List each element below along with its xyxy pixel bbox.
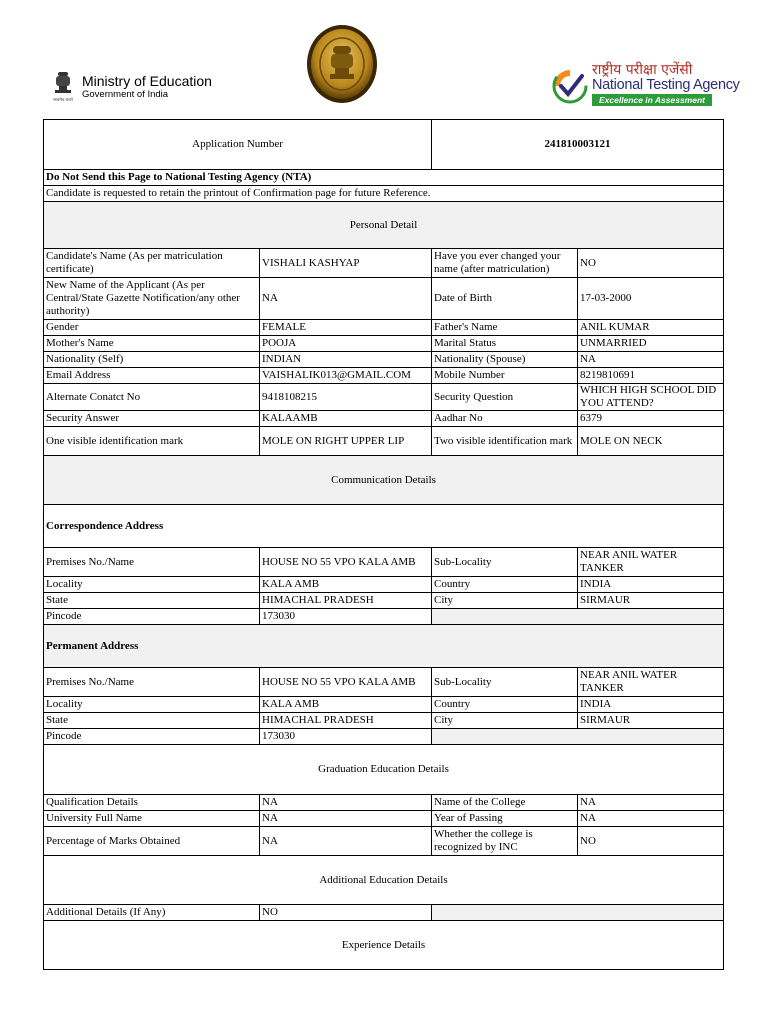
table-row bbox=[44, 411, 724, 427]
field-label: City bbox=[432, 713, 578, 729]
table-row bbox=[44, 593, 724, 609]
field-label: Country bbox=[432, 697, 578, 713]
pincode-value: 173030 bbox=[260, 609, 432, 625]
table-row bbox=[44, 668, 724, 697]
table-row bbox=[44, 811, 724, 827]
table-row bbox=[44, 427, 724, 456]
communication-details-heading: Communication Details bbox=[44, 456, 724, 505]
field-value: NO bbox=[578, 249, 724, 278]
field-label: Locality bbox=[44, 697, 260, 713]
ministry-title: Ministry of Education bbox=[82, 72, 212, 89]
field-label: Two visible identification mark bbox=[432, 427, 578, 456]
field-value: MOLE ON NECK bbox=[578, 427, 724, 456]
additional-education-heading: Additional Education Details bbox=[44, 856, 724, 905]
application-number-label: Application Number bbox=[44, 120, 432, 170]
nta-tagline: Excellence in Assessment bbox=[592, 94, 712, 106]
field-label: Security Answer bbox=[44, 411, 260, 427]
field-label: Sub-Locality bbox=[432, 548, 578, 577]
field-value: POOJA bbox=[260, 336, 432, 352]
pincode-label: Pincode bbox=[44, 729, 260, 745]
field-value: NA bbox=[578, 811, 724, 827]
field-label: Aadhar No bbox=[432, 411, 578, 427]
field-value: UNMARRIED bbox=[578, 336, 724, 352]
field-value: 9418108215 bbox=[260, 384, 432, 411]
field-label: Date of Birth bbox=[432, 278, 578, 320]
field-value: VAISHALIK013@GMAIL.COM bbox=[260, 368, 432, 384]
field-label: Sub-Locality bbox=[432, 668, 578, 697]
field-value: NA bbox=[260, 795, 432, 811]
additional-details-label: Additional Details (If Any) bbox=[44, 905, 260, 921]
table-row bbox=[44, 697, 724, 713]
table-row bbox=[44, 827, 724, 856]
application-number-row bbox=[44, 120, 724, 170]
field-label: Country bbox=[432, 577, 578, 593]
table-row bbox=[44, 384, 724, 411]
table-row bbox=[44, 336, 724, 352]
additional-details-row bbox=[44, 905, 724, 921]
field-value: NO bbox=[578, 827, 724, 856]
permanent-address-rows bbox=[44, 668, 724, 729]
field-value: VISHALI KASHYAP bbox=[260, 249, 432, 278]
correspondence-address-rows bbox=[44, 548, 724, 609]
table-row bbox=[44, 352, 724, 368]
field-label: Year of Passing bbox=[432, 811, 578, 827]
field-label: Alternate Conatct No bbox=[44, 384, 260, 411]
field-value: KALA AMB bbox=[260, 577, 432, 593]
nta-check-icon bbox=[552, 68, 588, 104]
correspondence-address-heading: Correspondence Address bbox=[44, 505, 724, 548]
field-value: NA bbox=[260, 827, 432, 856]
field-label: Gender bbox=[44, 320, 260, 336]
graduation-detail-rows bbox=[44, 795, 724, 856]
additional-details-value: NO bbox=[260, 905, 432, 921]
application-number-value: 241810003121 bbox=[432, 120, 724, 170]
field-label: Mobile Number bbox=[432, 368, 578, 384]
field-value: INDIA bbox=[578, 577, 724, 593]
field-value: NA bbox=[260, 811, 432, 827]
svg-text:सत्यमेव जयते: सत्यमेव जयते bbox=[53, 97, 73, 102]
table-row bbox=[44, 713, 724, 729]
note-text: Candidate is requested to retain the printout of Confirmation page for future Reference. bbox=[44, 186, 724, 202]
field-label: Nationality (Spouse) bbox=[432, 352, 578, 368]
field-label: Have you ever changed your name (after matriculation) bbox=[432, 249, 578, 278]
field-label: One visible identification mark bbox=[44, 427, 260, 456]
field-value: HIMACHAL PRADESH bbox=[260, 713, 432, 729]
nta-english-name: National Testing Agency bbox=[592, 77, 740, 93]
page-header bbox=[0, 0, 768, 118]
field-value: 17-03-2000 bbox=[578, 278, 724, 320]
field-label: Premises No./Name bbox=[44, 668, 260, 697]
field-label: Security Question bbox=[432, 384, 578, 411]
field-value: NEAR ANIL WATER TANKER bbox=[578, 548, 724, 577]
ministry-logo bbox=[52, 70, 212, 104]
graduation-details-heading: Graduation Education Details bbox=[44, 745, 724, 795]
field-label: Percentage of Marks Obtained bbox=[44, 827, 260, 856]
pincode-value: 173030 bbox=[260, 729, 432, 745]
field-label: Locality bbox=[44, 577, 260, 593]
field-label: Marital Status bbox=[432, 336, 578, 352]
field-label: Qualification Details bbox=[44, 795, 260, 811]
field-label: Father's Name bbox=[432, 320, 578, 336]
table-row bbox=[44, 278, 724, 320]
field-value: SIRMAUR bbox=[578, 713, 724, 729]
personal-detail-heading: Personal Detail bbox=[44, 202, 724, 249]
field-value: NA bbox=[578, 352, 724, 368]
field-label: Nationality (Self) bbox=[44, 352, 260, 368]
blank-cell bbox=[432, 609, 724, 625]
field-value: HOUSE NO 55 VPO KALA AMB bbox=[260, 668, 432, 697]
emblem-seal-icon bbox=[306, 24, 378, 104]
field-value: FEMALE bbox=[260, 320, 432, 336]
field-value: SIRMAUR bbox=[578, 593, 724, 609]
field-label: Email Address bbox=[44, 368, 260, 384]
field-label: State bbox=[44, 713, 260, 729]
field-label: New Name of the Applicant (As per Central/State Gazette Notification/any other authority) bbox=[44, 278, 260, 320]
pincode-label: Pincode bbox=[44, 609, 260, 625]
field-value: 8219810691 bbox=[578, 368, 724, 384]
field-value: INDIA bbox=[578, 697, 724, 713]
table-row bbox=[44, 249, 724, 278]
permanent-address-heading: Permanent Address bbox=[44, 625, 724, 668]
warning-text: Do Not Send this Page to National Testing Agency (NTA) bbox=[44, 170, 724, 186]
table-row bbox=[44, 577, 724, 593]
correspondence-pincode-row bbox=[44, 609, 724, 625]
field-label: City bbox=[432, 593, 578, 609]
field-value: ANIL KUMAR bbox=[578, 320, 724, 336]
nta-logo bbox=[552, 60, 740, 106]
field-label: Premises No./Name bbox=[44, 548, 260, 577]
field-label: Candidate's Name (As per matriculation certificate) bbox=[44, 249, 260, 278]
permanent-pincode-row bbox=[44, 729, 724, 745]
field-value: 6379 bbox=[578, 411, 724, 427]
experience-details-heading: Experience Details bbox=[44, 921, 724, 970]
table-row bbox=[44, 368, 724, 384]
blank-cell bbox=[432, 905, 724, 921]
confirmation-form-table bbox=[43, 119, 724, 970]
field-label: State bbox=[44, 593, 260, 609]
table-row bbox=[44, 548, 724, 577]
nta-hindi-name: राष्ट्रीय परीक्षा एजेंसी bbox=[592, 62, 693, 78]
field-value: HOUSE NO 55 VPO KALA AMB bbox=[260, 548, 432, 577]
field-value: NA bbox=[260, 278, 432, 320]
field-label: Whether the college is recognized by INC bbox=[432, 827, 578, 856]
field-label: University Full Name bbox=[44, 811, 260, 827]
national-emblem-icon bbox=[52, 70, 74, 104]
blank-cell bbox=[432, 729, 724, 745]
field-value: NA bbox=[578, 795, 724, 811]
field-value: NEAR ANIL WATER TANKER bbox=[578, 668, 724, 697]
table-row bbox=[44, 320, 724, 336]
field-value: INDIAN bbox=[260, 352, 432, 368]
field-value: KALA AMB bbox=[260, 697, 432, 713]
field-value: WHICH HIGH SCHOOL DID YOU ATTEND? bbox=[578, 384, 724, 411]
field-value: KALAAMB bbox=[260, 411, 432, 427]
field-value: HIMACHAL PRADESH bbox=[260, 593, 432, 609]
ministry-subtitle: Government of India bbox=[82, 88, 169, 100]
table-row bbox=[44, 795, 724, 811]
personal-detail-rows bbox=[44, 249, 724, 456]
field-label: Name of the College bbox=[432, 795, 578, 811]
field-label: Mother's Name bbox=[44, 336, 260, 352]
field-value: MOLE ON RIGHT UPPER LIP bbox=[260, 427, 432, 456]
